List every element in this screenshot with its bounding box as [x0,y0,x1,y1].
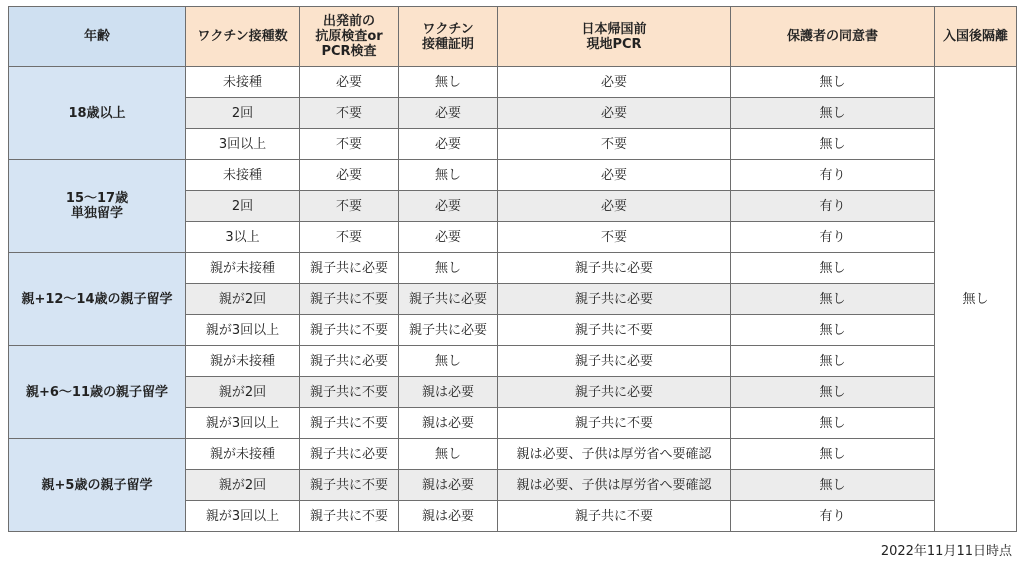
header-row [9,7,1017,67]
vaccine-doses-cell: 親が3回以上 [186,501,300,532]
vaccine-certificate-cell: 親は必要 [399,408,498,439]
local-pcr-cell: 親は必要、子供は厚労省へ要確認 [498,439,731,470]
pre-departure-test-cell: 親子共に不要 [300,284,399,315]
vaccine-doses-cell: 2回 [186,191,300,222]
entry-requirements-table [8,6,1017,532]
vaccine-certificate-cell: 必要 [399,129,498,160]
local-pcr-cell: 親子共に必要 [498,377,731,408]
pre-departure-test-cell: 親子共に必要 [300,346,399,377]
vaccine-certificate-cell: 無し [399,346,498,377]
pre-departure-test-cell: 親子共に不要 [300,377,399,408]
table-row [9,253,1017,284]
vaccine-certificate-cell: 親は必要 [399,377,498,408]
vaccine-certificate-cell: 必要 [399,191,498,222]
header-local-pcr: 日本帰国前 現地PCR [498,7,731,67]
guardian-consent-cell: 無し [731,129,935,160]
pre-departure-test-cell: 不要 [300,129,399,160]
group-label: 親+12〜14歳の親子留学 [9,253,186,346]
pre-departure-test-cell: 不要 [300,191,399,222]
vaccine-certificate-cell: 無し [399,67,498,98]
header-quarantine: 入国後隔離 [935,7,1017,67]
local-pcr-cell: 親子共に必要 [498,253,731,284]
header-guardian-consent: 保護者の同意書 [731,7,935,67]
vaccine-certificate-cell: 無し [399,253,498,284]
table-row [9,439,1017,470]
quarantine-cell: 無し [935,67,1017,532]
vaccine-doses-cell: 親が2回 [186,284,300,315]
vaccine-doses-cell: 未接種 [186,160,300,191]
guardian-consent-cell: 無し [731,346,935,377]
vaccine-certificate-cell: 親は必要 [399,501,498,532]
pre-departure-test-cell: 親子共に不要 [300,315,399,346]
guardian-consent-cell: 無し [731,98,935,129]
local-pcr-cell: 親は必要、子供は厚労省へ要確認 [498,470,731,501]
guardian-consent-cell: 有り [731,501,935,532]
pre-departure-test-cell: 親子共に不要 [300,408,399,439]
local-pcr-cell: 必要 [498,67,731,98]
vaccine-certificate-cell: 必要 [399,98,498,129]
vaccine-doses-cell: 親が未接種 [186,346,300,377]
guardian-consent-cell: 有り [731,160,935,191]
guardian-consent-cell: 有り [731,191,935,222]
local-pcr-cell: 必要 [498,160,731,191]
guardian-consent-cell: 無し [731,470,935,501]
guardian-consent-cell: 無し [731,67,935,98]
table-row [9,67,1017,98]
local-pcr-cell: 親子共に不要 [498,315,731,346]
guardian-consent-cell: 無し [731,315,935,346]
as-of-date: 2022年11月11日時点 [880,544,1012,559]
group-label: 18歳以上 [9,67,186,160]
local-pcr-cell: 必要 [498,191,731,222]
pre-departure-test-cell: 不要 [300,98,399,129]
header-age: 年齢 [9,7,186,67]
vaccine-certificate-cell: 無し [399,160,498,191]
vaccine-doses-cell: 親が3回以上 [186,315,300,346]
vaccine-doses-cell: 3以上 [186,222,300,253]
local-pcr-cell: 親子共に必要 [498,346,731,377]
vaccine-doses-cell: 親が3回以上 [186,408,300,439]
local-pcr-cell: 不要 [498,129,731,160]
group-label: 親+6〜11歳の親子留学 [9,346,186,439]
local-pcr-cell: 親子共に必要 [498,284,731,315]
vaccine-certificate-cell: 親子共に必要 [399,284,498,315]
local-pcr-cell: 不要 [498,222,731,253]
pre-departure-test-cell: 必要 [300,160,399,191]
guardian-consent-cell: 無し [731,253,935,284]
vaccine-doses-cell: 親が未接種 [186,439,300,470]
vaccine-doses-cell: 親が2回 [186,470,300,501]
group-label: 15〜17歳 単独留学 [9,160,186,253]
pre-departure-test-cell: 不要 [300,222,399,253]
pre-departure-test-cell: 親子共に不要 [300,501,399,532]
pre-departure-test-cell: 必要 [300,67,399,98]
vaccine-certificate-cell: 必要 [399,222,498,253]
table-row [9,346,1017,377]
vaccine-doses-cell: 未接種 [186,67,300,98]
table-body [9,67,1017,532]
pre-departure-test-cell: 親子共に必要 [300,253,399,284]
vaccine-doses-cell: 親が2回 [186,377,300,408]
vaccine-certificate-cell: 親子共に必要 [399,315,498,346]
guardian-consent-cell: 無し [731,377,935,408]
header-vaccine-certificate: ワクチン 接種証明 [399,7,498,67]
header-vaccine-doses: ワクチン接種数 [186,7,300,67]
vaccine-doses-cell: 親が未接種 [186,253,300,284]
guardian-consent-cell: 無し [731,284,935,315]
header-pre-departure-test: 出発前の 抗原検査or PCR検査 [300,7,399,67]
group-label: 親+5歳の親子留学 [9,439,186,532]
local-pcr-cell: 親子共に不要 [498,408,731,439]
pre-departure-test-cell: 親子共に必要 [300,439,399,470]
pre-departure-test-cell: 親子共に不要 [300,470,399,501]
guardian-consent-cell: 有り [731,222,935,253]
guardian-consent-cell: 無し [731,408,935,439]
local-pcr-cell: 親子共に不要 [498,501,731,532]
vaccine-certificate-cell: 無し [399,439,498,470]
local-pcr-cell: 必要 [498,98,731,129]
vaccine-doses-cell: 3回以上 [186,129,300,160]
guardian-consent-cell: 無し [731,439,935,470]
vaccine-certificate-cell: 親は必要 [399,470,498,501]
vaccine-doses-cell: 2回 [186,98,300,129]
table-row [9,160,1017,191]
